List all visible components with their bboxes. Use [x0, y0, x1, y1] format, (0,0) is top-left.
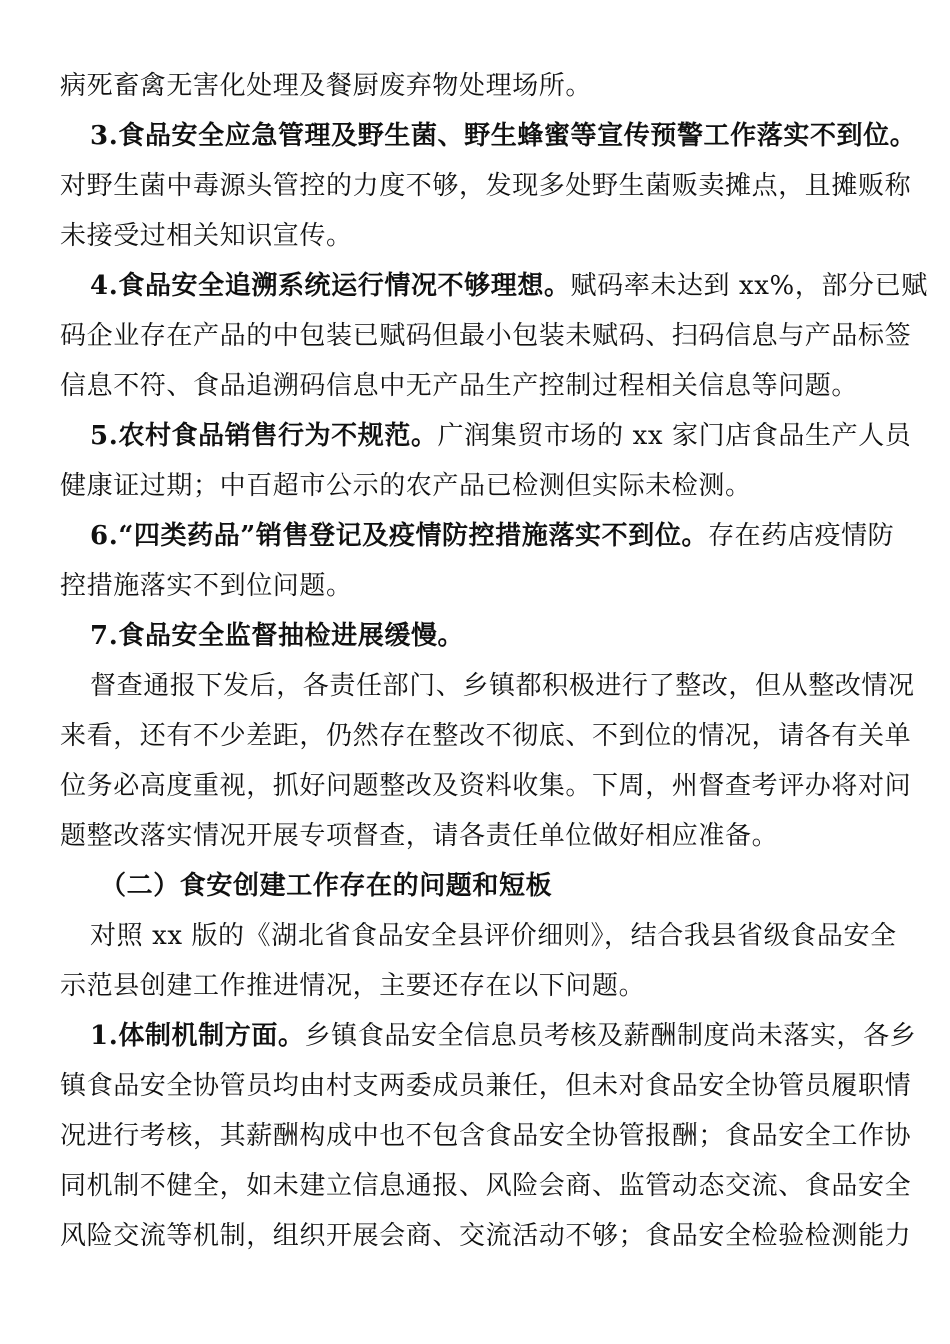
- paragraph-line: [60, 469, 890, 503]
- body-text: 码企业存在产品的中包装已赋码但最小包装未赋码、扫码信息与产品标签: [60, 321, 912, 351]
- issue-title: 5.农村食品销售行为不规范。: [90, 421, 438, 451]
- body-text: 乡镇食品安全信息员考核及薪酬制度尚未落实，各乡: [304, 1021, 917, 1051]
- paragraph-line: [60, 1119, 912, 1153]
- paragraph-line: [60, 219, 890, 253]
- issue-heading-7: [90, 619, 890, 653]
- issue-heading-5: [90, 419, 912, 453]
- body-text: 广润集贸市场的 xx 家门店食品生产人员: [437, 421, 912, 451]
- paragraph-line: [90, 919, 897, 953]
- body-text: 况进行考核，其薪酬构成中也不包含食品安全协管报酬；食品安全工作协: [60, 1121, 912, 1151]
- issue-title: 4.食品安全追溯系统运行情况不够理想。: [90, 271, 571, 301]
- body-text: 控措施落实不到位问题。: [60, 571, 353, 601]
- paragraph-line: [60, 369, 890, 403]
- body-text: 信息不符、食品追溯码信息中无产品生产控制过程相关信息等问题。: [60, 371, 859, 401]
- issue-heading-4: [90, 269, 928, 303]
- issue-title: 3.食品安全应急管理及野生菌、野生蜂蜜等宣传预警工作落实不到位。: [90, 121, 917, 151]
- body-text: 病死畜禽无害化处理及餐厨废弃物处理场所。: [60, 71, 593, 101]
- paragraph-line: [60, 1069, 912, 1103]
- body-text: 来看，还有不少差距，仍然存在整改不彻底、不到位的情况，请各有关单: [60, 721, 912, 751]
- body-text: 位务必高度重视，抓好问题整改及资料收集。下周，州督查考评办将对问: [60, 771, 912, 801]
- body-text: 健康证过期；中百超市公示的农产品已检测但实际未检测。: [60, 471, 752, 501]
- paragraph-line: [60, 769, 912, 803]
- body-text: 对照 xx 版的《湖北省食品安全县评价细则》，结合我县省级食品安全: [90, 921, 897, 951]
- body-text: 题整改落实情况开展专项督查，请各责任单位做好相应准备。: [60, 821, 779, 851]
- issue-heading-6: [90, 519, 895, 553]
- issue-title: 7.食品安全监督抽检进展缓慢。: [90, 621, 465, 651]
- paragraph-line: [60, 719, 912, 753]
- section-heading: [100, 869, 890, 903]
- issue-heading-3: [90, 119, 917, 153]
- paragraph-line: [60, 969, 890, 1003]
- paragraph-line: [90, 669, 915, 703]
- body-text: 对野生菌中毒源头管控的力度不够，发现多处野生菌贩卖摊点，且摊贩称: [60, 171, 912, 201]
- paragraph-line: [60, 319, 912, 353]
- body-text: 镇食品安全协管员均由村支两委成员兼任，但未对食品安全协管员履职情: [60, 1071, 912, 1101]
- paragraph-line: [60, 819, 890, 853]
- body-text: 存在药店疫情防: [708, 521, 895, 551]
- issue-heading-1: [90, 1019, 917, 1053]
- body-text: 督查通报下发后，各责任部门、乡镇都积极进行了整改，但从整改情况: [90, 671, 915, 701]
- section-title: （二）食安创建工作存在的问题和短板: [100, 871, 553, 901]
- issue-title: 6.“四类药品”销售登记及疫情防控措施落实不到位。: [90, 521, 709, 551]
- body-text: 风险交流等机制，组织开展会商、交流活动不够；食品安全检验检测能力: [60, 1221, 912, 1251]
- paragraph-line: [60, 569, 890, 603]
- body-text: 同机制不健全，如未建立信息通报、风险会商、监管动态交流、食品安全: [60, 1171, 912, 1201]
- body-text: 示范县创建工作推进情况，主要还存在以下问题。: [60, 971, 646, 1001]
- paragraph-line: [60, 169, 912, 203]
- paragraph-line: [60, 1169, 912, 1203]
- paragraph-line: [60, 1219, 912, 1253]
- body-text: 赋码率未达到 xx%，部分已赋: [570, 271, 928, 301]
- paragraph-line: [60, 69, 890, 103]
- issue-title: 1.体制机制方面。: [90, 1021, 305, 1051]
- body-text: 未接受过相关知识宣传。: [60, 221, 353, 251]
